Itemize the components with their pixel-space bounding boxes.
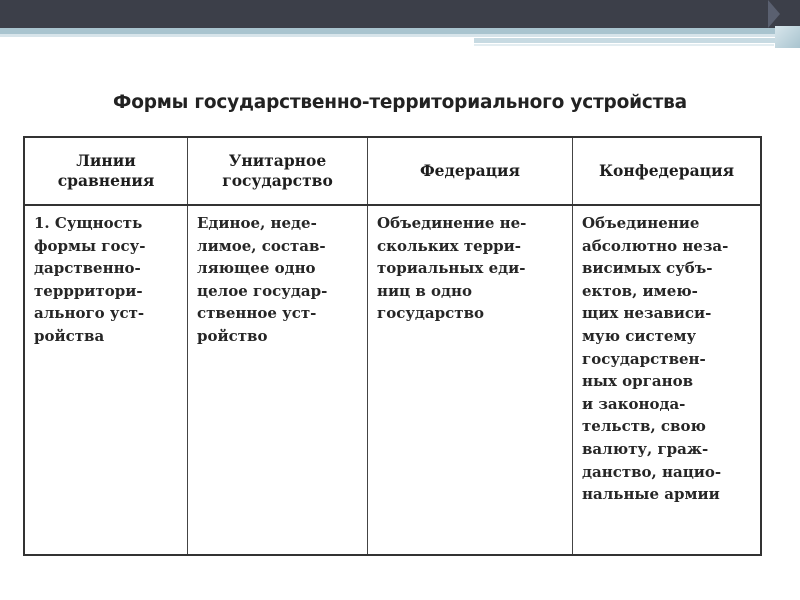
table-header-cell: Линии сравнения	[25, 138, 188, 204]
table-cell: Объединение не- скольких терри- ториальных еди- ниц в одно государство	[368, 206, 573, 554]
comparison-table	[23, 136, 762, 556]
table-cell: 1. Сущность формы госу- дарственно- террритори- ального уст- ройства	[25, 206, 188, 554]
slide-header-accent-bar-right	[474, 38, 800, 43]
slide-header-band	[0, 0, 800, 28]
slide-corner-arrow-icon	[768, 0, 780, 28]
table-header-cell: Конфедерация	[598, 161, 735, 180]
table-header-cell: Унитарное государство	[188, 138, 368, 204]
table-cell: Единое, неде- лимое, состав- ляющее одно целое государ- ственное уст- ройство	[188, 206, 368, 554]
slide-header-accent-line-thin	[0, 34, 800, 37]
slide-corner-decoration	[775, 26, 800, 48]
table-cell: Объединение абсолютно неза- висимых субъ- ектов, имею- щих независи- мую систему государствен- ных органов и законода- тельств, свою валюту, граж- данство, нацио- нальные армии	[582, 214, 729, 504]
slide-title: Формы государственно-территориального устройства	[113, 92, 687, 113]
slide-header-accent-bar-right-thin	[474, 44, 774, 46]
table-row	[25, 206, 760, 554]
table-header-cell: Федерация	[368, 138, 573, 204]
table-header-row	[25, 138, 760, 206]
